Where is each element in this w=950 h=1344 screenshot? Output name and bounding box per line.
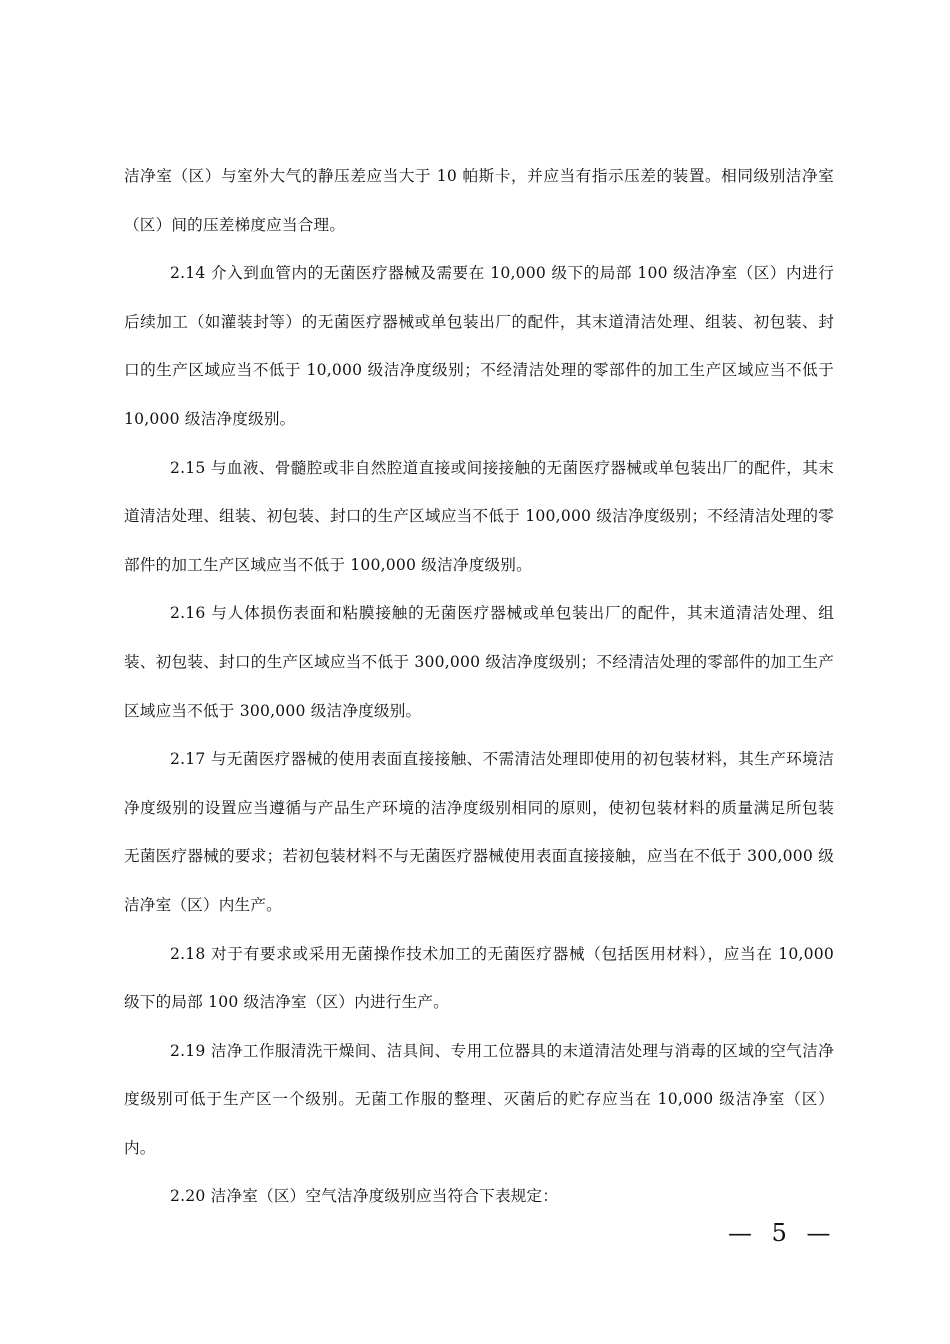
paragraph-2-15: 2.15 与血液、骨髓腔或非自然腔道直接或间接接触的无菌医疗器械或单包装出厂的配件，其末道清洁处理、组装、初包装、封口的生产区域应当不低于 100,000 级洁净度级别；不经清洁处理的零部件的加工生产区域应当不低于 100,000 级洁净度级别。 bbox=[124, 458, 834, 574]
paragraph-continuation: 洁净室（区）与室外大气的静压差应当大于 10 帕斯卡，并应当有指示压差的装置。相同级别洁净室（区）间的压差梯度应当合理。 bbox=[124, 167, 834, 234]
document-body bbox=[124, 152, 834, 1221]
paragraph-2-16: 2.16 与人体损伤表面和粘膜接触的无菌医疗器械或单包装出厂的配件，其末道清洁处理、组装、初包装、封口的生产区域应当不低于 300,000 级洁净度级别；不经清洁处理的零部件的加工生产区域应当不低于 300,000 级洁净度级别。 bbox=[124, 604, 834, 720]
paragraph-2-20: 2.20 洁净室（区）空气洁净度级别应当符合下表规定： bbox=[170, 1187, 559, 1206]
paragraph-2-17: 2.17 与无菌医疗器械的使用表面直接接触、不需清洁处理即使用的初包装材料，其生产环境洁净度级别的设置应当遵循与产品生产环境的洁净度级别相同的原则，使初包装材料的质量满足所包装无菌医疗器械的要求；若初包装材料不与无菌医疗器械使用表面直接接触，应当在不低于 300,000 级洁净室（区）内生产。 bbox=[124, 750, 834, 914]
paragraph-2-18: 2.18 对于有要求或采用无菌操作技术加工的无菌医疗器械（包括医用材料），应当在 10,000 级下的局部 100 级洁净室（区）内进行生产。 bbox=[124, 944, 834, 1012]
page-number: — 5 — bbox=[728, 1219, 837, 1247]
paragraph-2-14: 2.14 介入到血管内的无菌医疗器械及需要在 10,000 级下的局部 100 级洁净室（区）内进行后续加工（如灌装封等）的无菌医疗器械或单包装出厂的配件，其末道清洁处理、组装、初包装、封口的生产区域应当不低于 10,000 级洁净度级别；不经清洁处理的零部件的加工生产区域应当不低于 10,000 级洁净度级别。 bbox=[124, 264, 834, 428]
paragraph-2-19: 2.19 洁净工作服清洗干燥间、洁具间、专用工位器具的末道清洁处理与消毒的区域的空气洁净度级别可低于生产区一个级别。无菌工作服的整理、灭菌后的贮存应当在 10,000 级洁净室（区）内。 bbox=[124, 1041, 834, 1157]
